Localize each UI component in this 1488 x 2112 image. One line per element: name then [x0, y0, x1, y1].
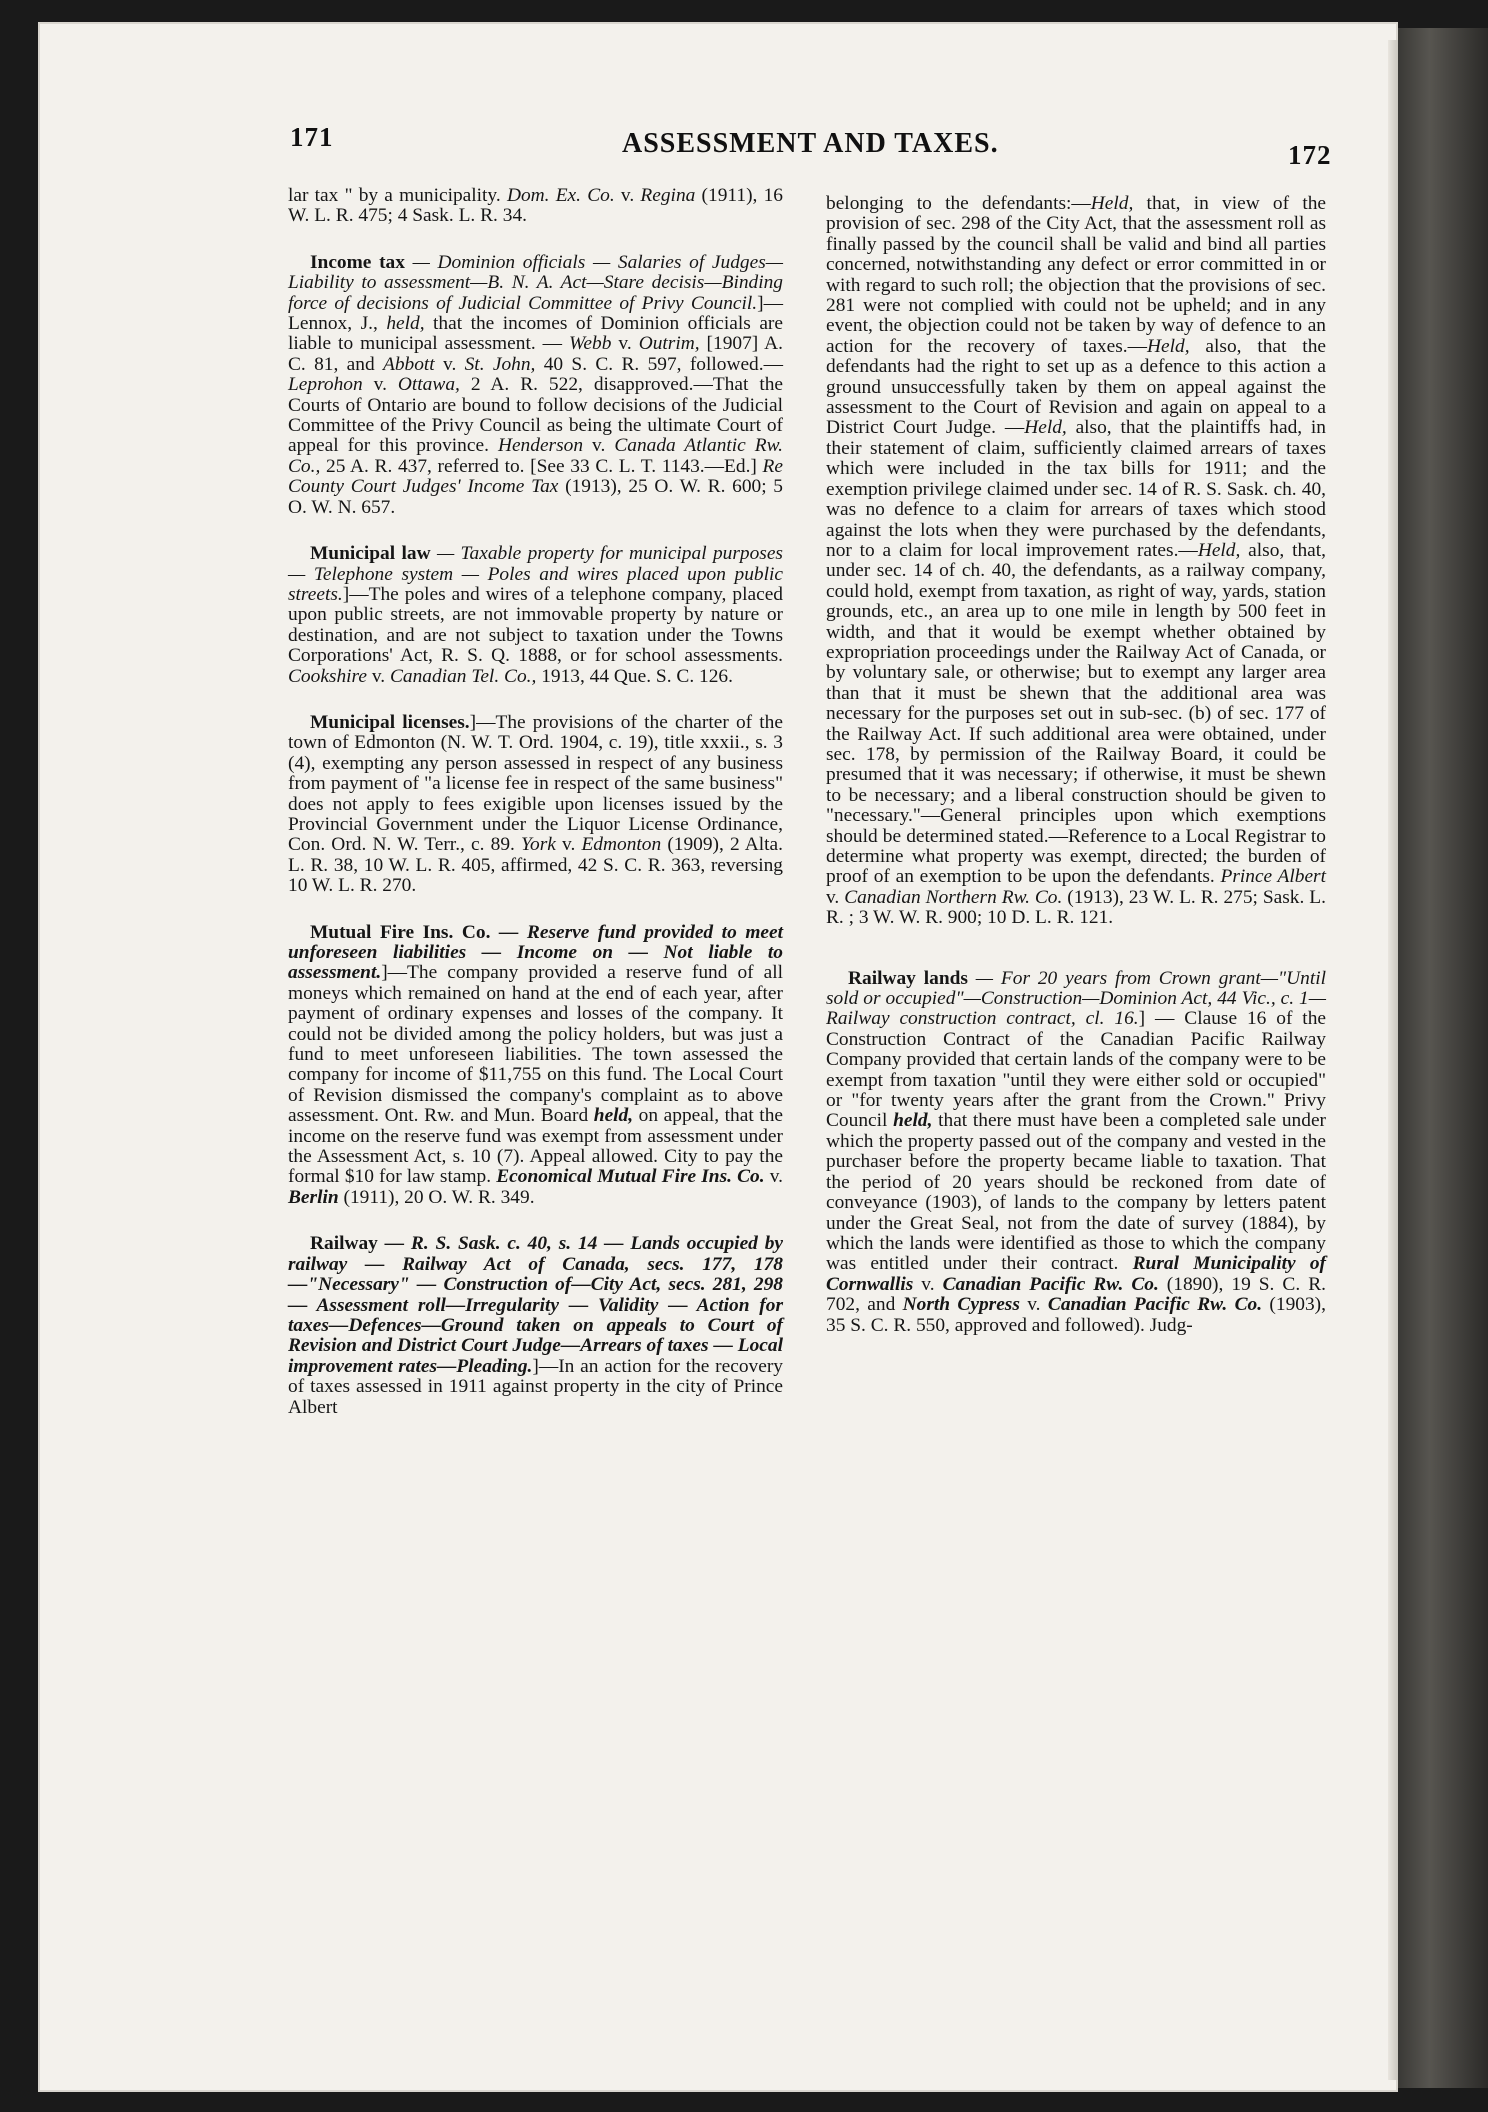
entry-heading: Municipal law [310, 543, 431, 565]
entry-railway: Railway — R. S. Sask. c. 40, s. 14 — Lands occupied by railway — Railway Act of Canada, secs. 177, 178—"Necessary" — Construction of—City Act, secs. 281, 298 — Assessment roll—Irregularity — Validity — Action for taxes—Defences—Ground taken on appeals to Court of Revision and District Court Judge—Arrears of taxes — Local improvement rates—Pleading.]—In an action for the recovery of taxes assessed in 1911 against property in the city of Prince Albert [288, 1233, 783, 1418]
left-page-number: 171 [290, 122, 334, 152]
entry-heading: Mutual Fire Ins. Co. [310, 921, 491, 943]
right-page-number: 172 [1288, 140, 1332, 170]
book-spine [1398, 28, 1488, 2088]
entry-mutual-fire: Mutual Fire Ins. Co. — Reserve fund provided to meet unforeseen liabilities — Income on — Not liable to assessment.]—The company provided a reserve fund of all moneys which remained on hand at the end of each year, after payment of ordinary expenses and losses of the company. It could not be divided among the policy holders, but was just a fund to meet unforeseen liabilities. The town assessed the company for income of $11,755 on this fund. The Local Court of Revision dismissed the company's complaint as to above assessment. Ont. Rw. and Mun. Board held, on appeal, that the income on the reserve fund was exempt from assessment under the Assessment Act, s. 10 (7). Appeal allowed. City to pay the formal $10 for law stamp. Economical Mutual Fire Ins. Co. v. Berlin (1911), 20 O. W. R. 349. [288, 921, 783, 1208]
entry-heading: Railway lands [848, 967, 968, 989]
running-title: ASSESSMENT AND TAXES. [622, 128, 999, 159]
continued-entry: lar tax " by a municipality. Dom. Ex. Co. v. Regina (1911), 16 W. L. R. 475; 4 Sask. L. R. 34. [288, 185, 783, 227]
left-column [288, 186, 783, 1418]
right-column [826, 194, 1326, 1336]
entry-heading: Income tax [310, 251, 405, 273]
entry-income-tax: Income tax — Dominion officials — Salaries of Judges—Liability to assessment—B. N. A. Act—Stare decisis—Binding force of decisions of Judicial Committee of Privy Council.]—Lennox, J., held, that the incomes of Dominion officials are liable to municipal assessment. — Webb v. Outrim, [1907] A. C. 81, and Abbott v. St. John, 40 S. C. R. 597, followed.—Leprohon v. Ottawa, 2 A. R. 522, disapproved.—That the Courts of Ontario are bound to follow decisions of the Judicial Committee of the Privy Council as being the ultimate Court of appeal for this province. Henderson v. Canada Atlantic Rw. Co., 25 A. R. 437, referred to. [See 33 C. L. T. 1143.—Ed.] Re County Court Judges' Income Tax (1913), 25 O. W. R. 600; 5 O. W. N. 657. [288, 251, 784, 518]
entry-heading: Railway [310, 1233, 378, 1255]
entry-municipal-law: Municipal law — Taxable property for municipal purposes — Telephone system — Poles and wires placed upon public streets.]—The poles and wires of a telephone company, placed upon public streets, are not immovable property by nature or destination, and are not subject to taxation under the Towns Corporations' Act, R. S. Q. 1888, or for school assessments. Cookshire v. Canadian Tel. Co., 1913, 44 Que. S. C. 126. [288, 543, 783, 687]
book-page [38, 22, 1398, 2092]
entry-railway-lands: Railway lands — For 20 years from Crown grant—"Until sold or occupied"—Construction—Dominion Act, 44 Vic., c. 1—Railway construction contract, cl. 16.] — Clause 16 of the Construction Contract of the Canadian Pacific Railway Company provided that certain lands of the company were to be exempt from taxation "until they were either sold or occupied" or "for twenty years after the grant from the Crown." Privy Council held, that there must have been a completed sale under which the property passed out of the company and vested in the purchaser before the property became liable to taxation. That the period of 20 years should be reckoned from date of conveyance (1903), of lands to the company by letters patent under the Great Seal, not from the date of survey (1884), by which the lands were identified as those to which the company was entitled under their contract. Rural Municipality of Cornwallis v. Canadian Pacific Rw. Co. (1890), 19 S. C. R. 702, and North Cypress v. Canadian Pacific Rw. Co. (1903), 35 S. C. R. 550, approved and followed). Judg- [826, 967, 1327, 1336]
entry-municipal-licenses: Municipal licenses.]—The provisions of the charter of the town of Edmonton (N. W. T. Ord. 1904, c. 19), title xxxii., s. 3 (4), exempting any person assessed in respect of any business from payment of "a license fee in respect of the same business" does not apply to fees exigible upon licenses issued by the Provincial Government under the Liquor License Ordinance, Con. Ord. N. W. Terr., c. 89. York v. Edmonton (1909), 2 Alta. L. R. 38, 10 W. L. R. 405, affirmed, 42 S. C. R. 363, reversing 10 W. L. R. 270. [288, 711, 783, 897]
entry-heading: Municipal licenses. [310, 711, 470, 733]
entry-railway-continued: belonging to the defendants:—Held, that, in view of the provision of sec. 298 of the City Act, that the assessment roll as finally passed by the council shall be valid and bind all parties concerned, notwithstanding any defect or error committed in or with regard to such roll; the objection that the provisions of sec. 281 were not complied with could not be upheld; and in any event, the objection could not be taken by way of defence to an action for the recovery of taxes.—Held, also, that the defendants had the right to set up as a defence to this action a ground unsuccessfully taken by them on appeal against the assessment to the Court of Revision and again on appeal to a District Court Judge. —Held, also, that the plaintiffs had, in their statement of claim, sufficiently claimed arrears of taxes which were included in the tax bills for 1911; and the exemption privilege claimed under sec. 14 of R. S. Sask. ch. 40, was no defence to a claim for arrears of taxes which stood against the lots when they were purchased by the defendants, nor to a claim for local improvement rates.—Held, also, that, under sec. 14 of ch. 40, the defendants, as a railway company, could hold, exempt from taxation, as right of way, yards, station grounds, etc., an area up to one mile in length by 500 feet in width, and that it would be exempt whether obtained by expropriation proceedings under the Railway Act of Canada, or by voluntary sale, or otherwise; but to exempt any larger area than that it must be shewn that the additional area was necessary for the purposes set out in sub-sec. (b) of sec. 177 of the Railway Act. If such additional area were obtained, under sec. 178, by permission of the Railway Board, it could be presumed that it was necessary; if otherwise, it must be shewn to be necessary; and a liberal construction should be given to "necessary."—General principles upon which exemptions should be determined stated.—Reference to a Local Registrar to determine what property was exempt, directed; the burden of proof of an exemption to be upon the defendants. Prince Albert v. Canadian Northern Rw. Co. (1913), 23 W. L. R. 275; Sask. L. R. ; 3 W. W. R. 900; 10 D. L. R. 121. [826, 193, 1327, 929]
